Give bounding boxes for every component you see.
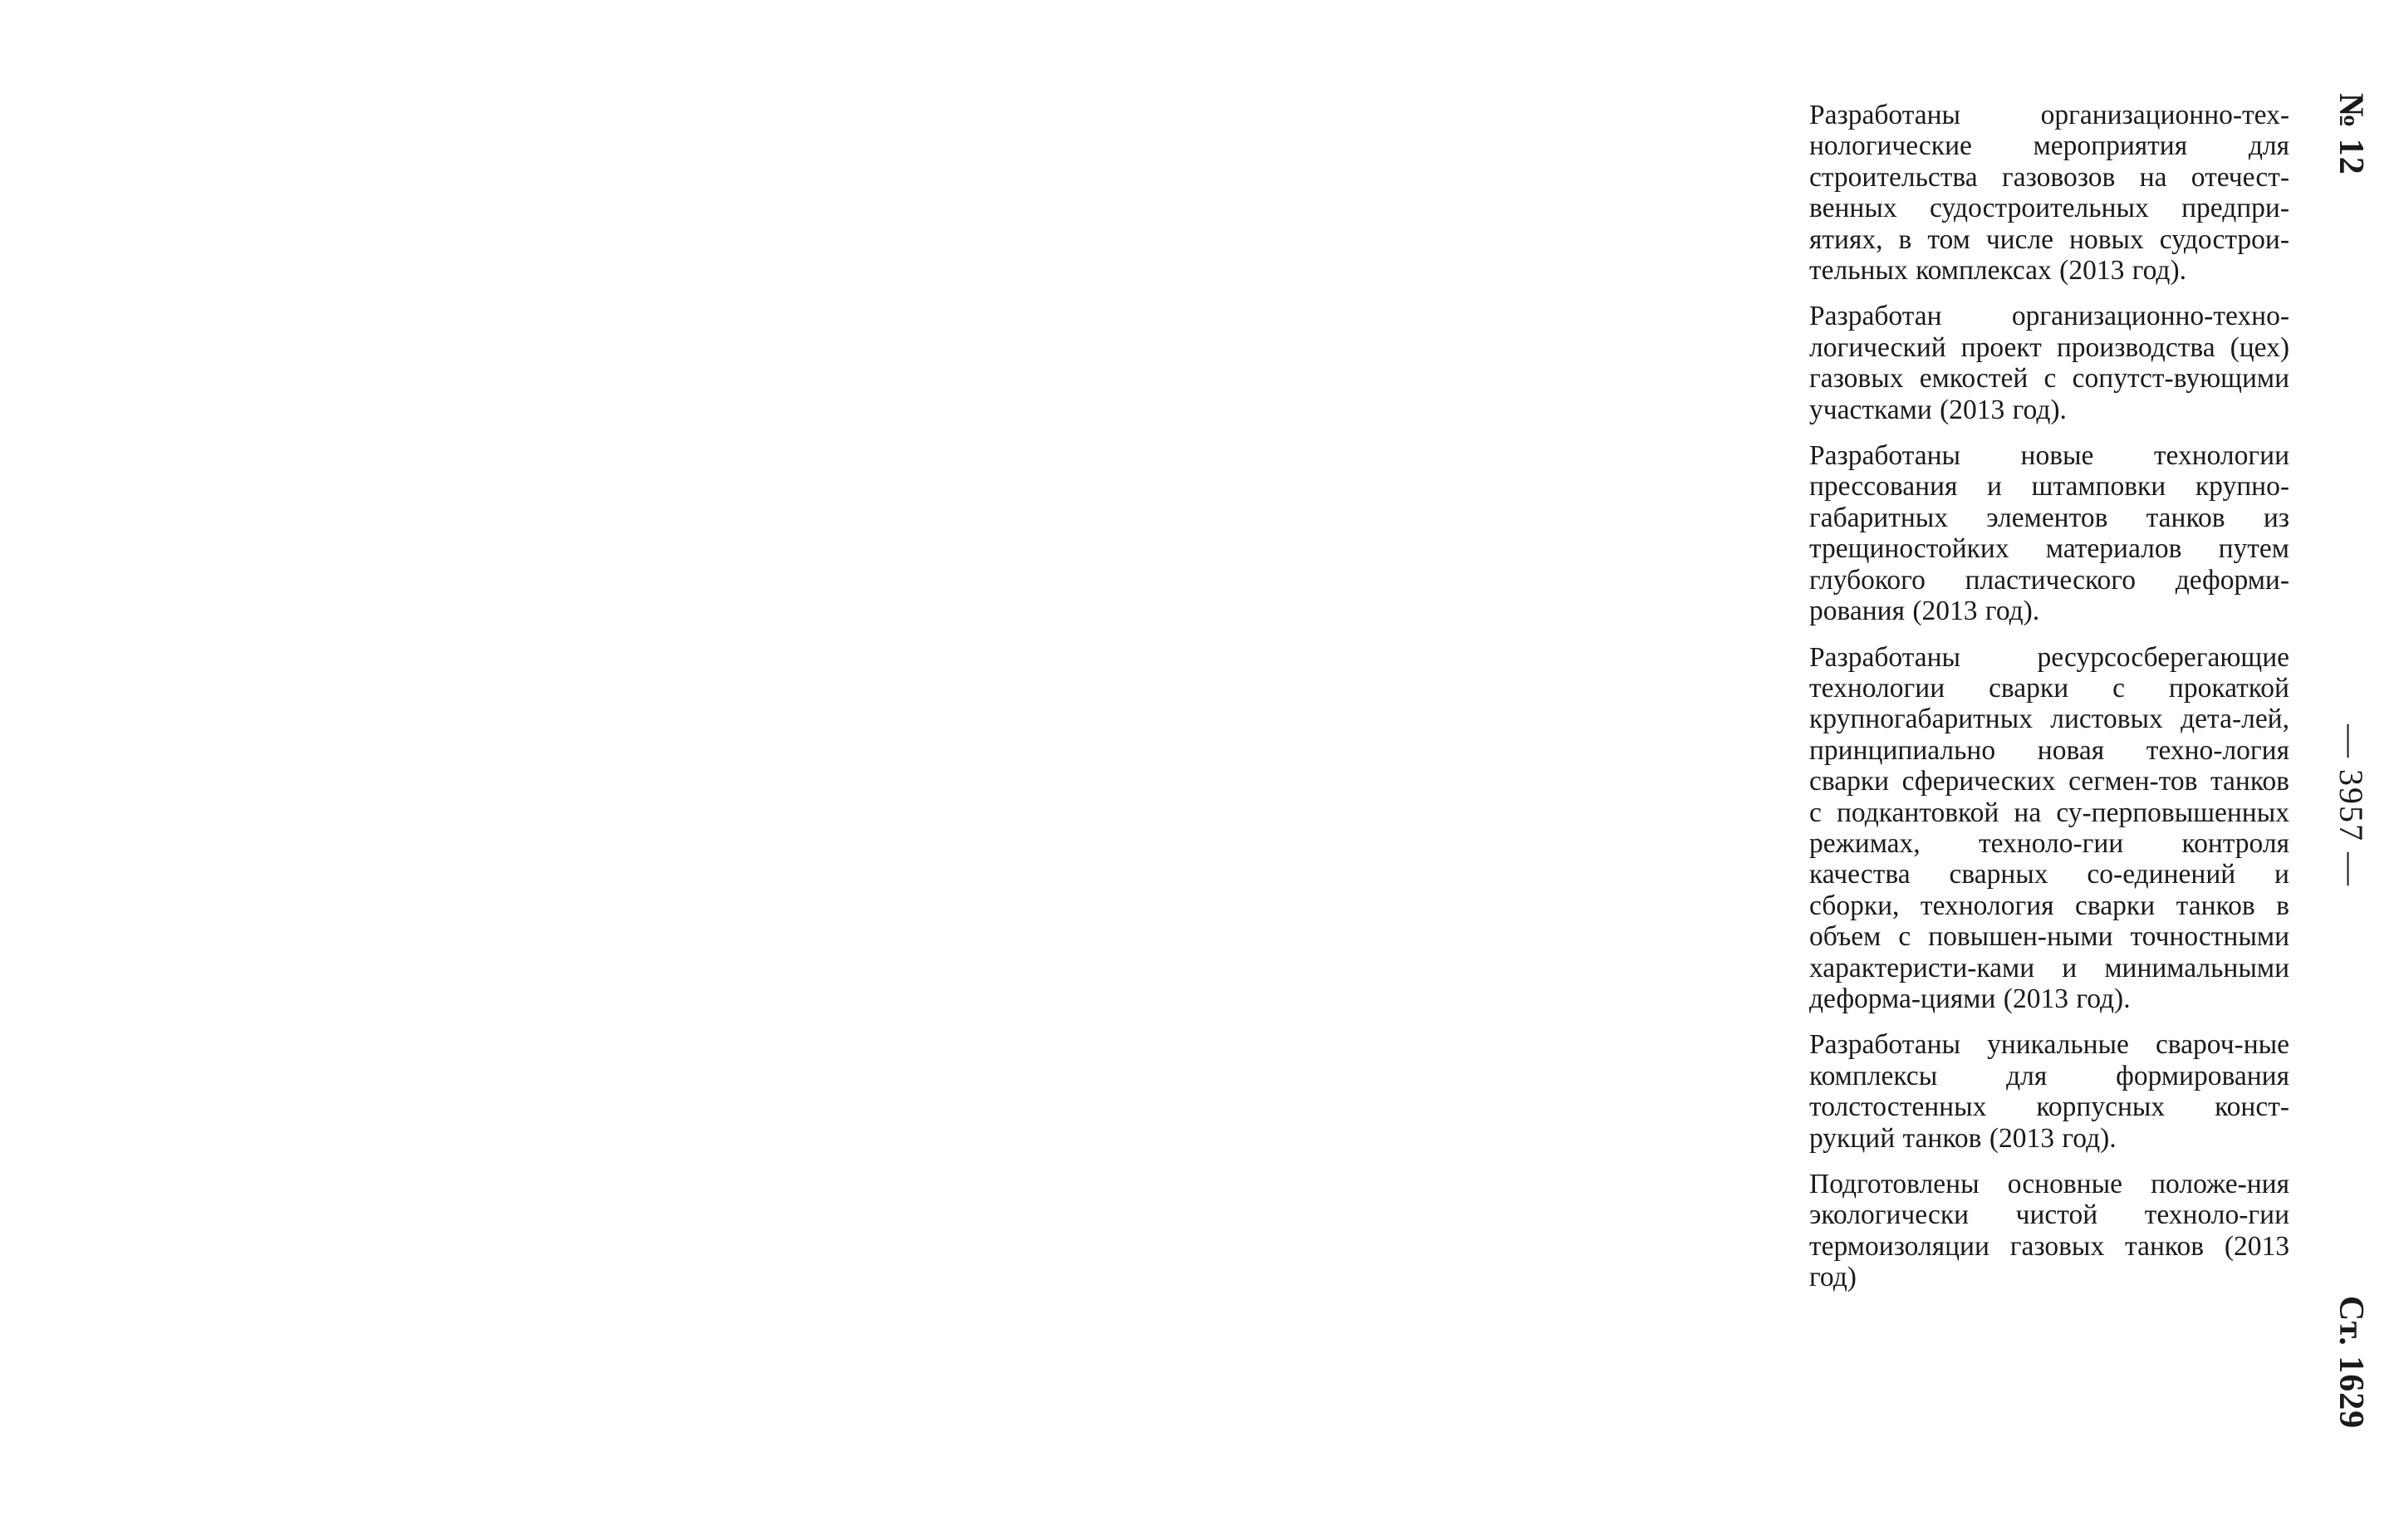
paragraph-6: Подготовлены основные положе-ния экологически чистой техноло-гии термоизоляции газовых танков (2013 год)	[1809, 1169, 2289, 1293]
paragraph-5: Разработаны уникальные свароч-ные комплексы для формирования толстостенных корпусных конст-рукций танков (2013 год).	[1809, 1029, 2289, 1154]
rotated-running-header	[2301, 0, 2376, 1540]
paragraph-3: Разработаны новые технологии прессования и штамповки крупно-габаритных элементов танков из трещиностойких материалов путем глубокого пластического деформи-рования (2013 год).	[1809, 440, 2289, 627]
paragraph-1: Разработаны организационно-тех-нологические мероприятия для строительства газовозов на отечест-венных судостроительных предпри-ятиях, в том числе новых судострои-тельных комплексах (2013 год).	[1809, 100, 2289, 287]
page-number: — 3957 —	[2333, 724, 2370, 887]
paragraph-4: Разработаны ресурсосберегающие технологии сварки с прокаткой крупногабаритных листовых дета-лей, принципиально новая техно-логия сварки сферических сегмен-тов танков с подкантовкой на су-перповышенных режимах, техноло-гии контроля качества сварных со-единений и сборки, технология сварки танков в объем с повышен-ными точностными характеристи-ками и минимальными деформа-циями (2013 год).	[1809, 641, 2289, 1014]
issue-number: № 12	[2332, 93, 2370, 175]
paragraph-2: Разработан организационно-техно-логический проект производства (цех) газовых емкостей с сопутст-вующими участками (2013 год).	[1809, 301, 2289, 425]
article-number: Ст. 1629	[2332, 1296, 2370, 1430]
main-text-column	[1809, 100, 2289, 1308]
